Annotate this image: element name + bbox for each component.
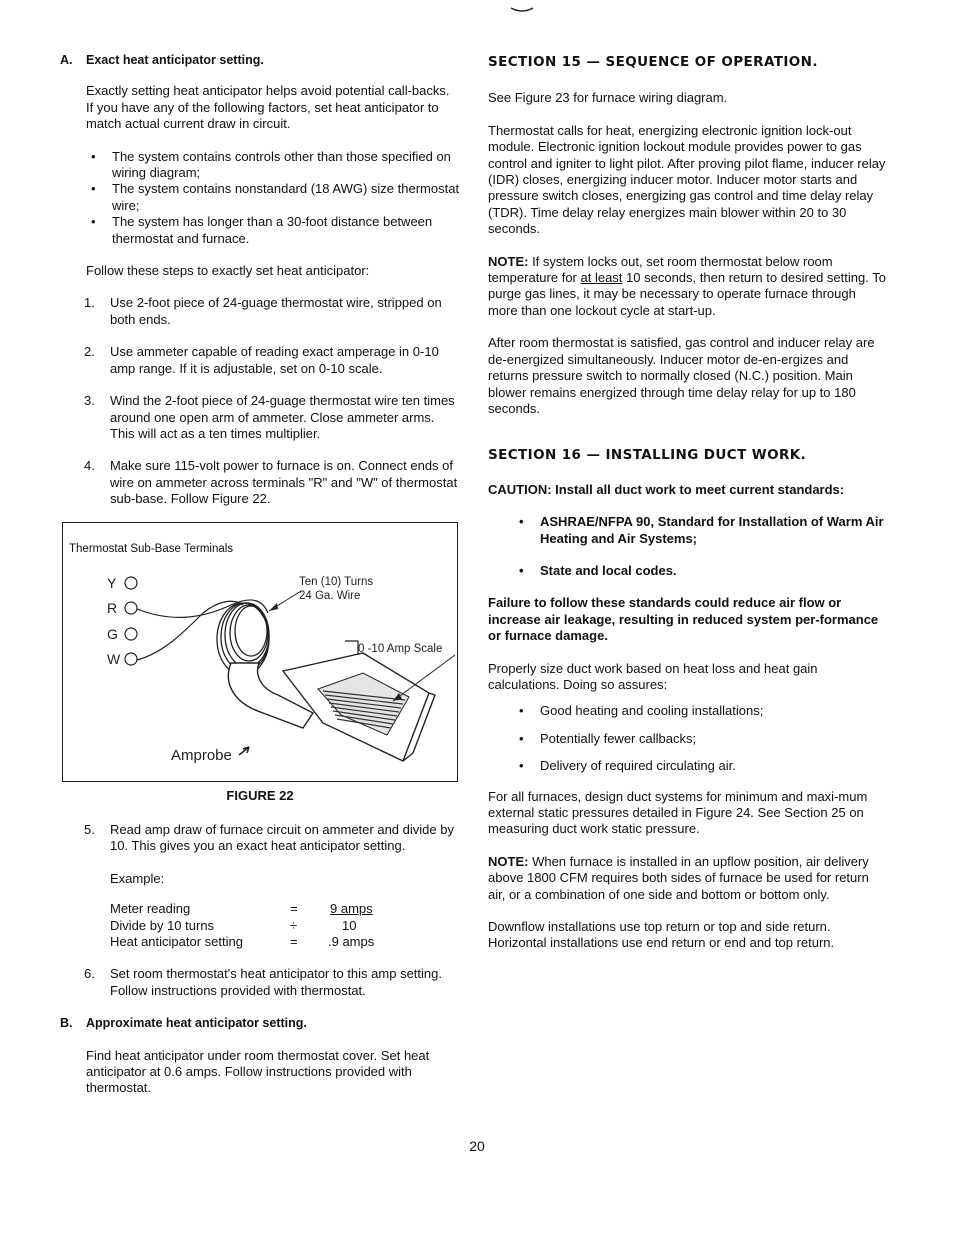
steps-list (60, 295, 460, 507)
table-row: Meter reading = 9 amps (110, 901, 373, 917)
page-number: 20 (469, 1138, 485, 1154)
brand-label: Amprobe (171, 746, 232, 764)
figure-22-diagram (62, 522, 458, 782)
figure-caption: FIGURE 22 (226, 787, 294, 803)
list-item: • ASHRAE/NFPA 90, Standard for Installation of Warm Air Heating and Air Systems; (514, 514, 886, 547)
factors-list (86, 149, 460, 247)
heading-a: A. Exact heat anticipator setting. (60, 53, 264, 67)
standards-list (514, 514, 886, 579)
step-item: 5. Read amp draw of furnace circuit on ammeter and divide by 10. This gives you an exact heat anticipator setting. (84, 821, 454, 854)
terminal-w-label: W (107, 650, 121, 667)
table-row: Divide by 10 turns ÷ 10 (110, 917, 357, 933)
size-paragraph: Properly size duct work based on heat loss and heat gain calculations. Doing so assures: (488, 660, 818, 692)
step-item: 2. Use ammeter capable of reading exact amperage in 0-10 amp range. If it is adjustable, set on 0-10 scale. (84, 344, 439, 376)
left-column (60, 52, 460, 1097)
example-label: Example: (110, 870, 165, 886)
s15-paragraph-2: Thermostat calls for heat, energizing electronic ignition lock-out module. Electronic ignition lockout module provides power to gas control and igniter to light pilot. After proving pilot flame, inducer relay (IDR) closes, energizing inducer motor. Inducer motor starts and pressure switch closes, energizing gas control and time delay relay (TDR). Time delay relay energizes main blower within 20 to 30 seconds. (488, 122, 886, 237)
list-item: • The system contains controls other than those specified on wiring diagram; (86, 149, 460, 182)
list-item: • The system has longer than a 30-foot distance between thermostat and furnace. (86, 214, 460, 247)
step-item: 6. Set room thermostat's heat anticipator to this amp setting. Follow instructions provided with thermostat. (84, 966, 442, 998)
step-item: 1. Use 2-foot piece of 24-guage thermostat wire, stripped on both ends. (84, 295, 442, 327)
top-mark (510, 4, 534, 14)
s15-note: NOTE: If system locks out, set room thermostat below room temperature for at least 10 seconds, then return to desired setting. To purge gas lines, it may be necessary to operate furnace through more than one lockout cycle at start-up. (488, 253, 886, 318)
downflow-paragraph: Downflow installations use top return or top and side return. Horizontal installations use end return or end and top return. (488, 919, 835, 951)
right-column (488, 52, 886, 952)
list-item: • Potentially fewer callbacks; (514, 731, 886, 747)
list-item: • Good heating and cooling installations; (514, 703, 886, 719)
all-furnaces-paragraph: For all furnaces, design duct systems for minimum and maxi-mum external static pressures detailed in Figure 24. See Section 25 on measuring duct work static pressure. (488, 788, 868, 837)
steps-intro: Follow these steps to exactly set heat anticipator: (86, 263, 370, 279)
note-2: NOTE: When furnace is installed in an upflow position, air delivery above 1800 CFM requires both sides of furnace be used for return air, or a combination of one side and bottom or bottom only. (488, 853, 869, 902)
list-item: • State and local codes. (514, 563, 886, 579)
s15-paragraph-1: See Figure 23 for furnace wiring diagram. (488, 90, 728, 106)
example-table (110, 901, 374, 950)
ammeter-illustration (63, 523, 457, 781)
terminal-g-label: G (107, 625, 118, 642)
section-15-title: SECTION 15 — SEQUENCE OF OPERATION. (488, 54, 818, 70)
step-item: 3. Wind the 2-foot piece of 24-guage thermostat wire ten times around one open arm of ammeter. Close ammeter arms. This will act as a ten times multiplier. (84, 393, 455, 441)
terminal-y-label: Y (107, 574, 117, 591)
warning-text: Failure to follow these standards could reduce air flow or increase air leakage, resulting in reduced system per-formance or furnace damage. (488, 595, 879, 644)
terminal-r-label: R (107, 599, 118, 616)
terminal-w-icon (125, 653, 137, 665)
turns-label: Ten (10) Turns (299, 575, 374, 588)
step-item: 4. Make sure 115-volt power to furnace is on. Connect ends of wire on ammeter across terminals "R" and "W" of thermostat sub-base. Follow Figure 22. (84, 458, 458, 507)
figure-title: Thermostat Sub-Base Terminals (69, 542, 234, 555)
list-item: • The system contains nonstandard (18 AWG) size thermostat wire; (86, 181, 460, 214)
steps-list-continued (60, 822, 460, 855)
section-16-title: SECTION 16 — INSTALLING DUCT WORK. (488, 447, 807, 464)
wire-label: 24 Ga. Wire (299, 589, 361, 602)
assures-list (514, 703, 886, 774)
terminal-y-icon (125, 577, 137, 589)
list-item: • Delivery of required circulating air. (514, 758, 886, 774)
heading-b-paragraph: Find heat anticipator under room thermostat cover. Set heat anticipator at 0.6 amps. Follow instructions provided with thermostat. (86, 1047, 430, 1096)
terminal-g-icon (125, 628, 137, 640)
heading-b: B. Approximate heat anticipator setting. (60, 1016, 307, 1031)
s15-paragraph-4: After room thermostat is satisfied, gas control and inducer relay are de-energized simultaneously. Inducer motor de-en-ergizes and returns pressure switch to normally closed (N.C.) position. Main blower remains energized through time delay relay for up to 180 seconds. (488, 335, 875, 416)
steps-list-final (60, 966, 460, 999)
table-row: Heat anticipator setting = .9 amps (110, 933, 375, 949)
terminal-r-icon (125, 602, 137, 614)
caution-text: CAUTION: Install all duct work to meet current standards: (488, 481, 845, 497)
scale-label: 0 -10 Amp Scale (358, 642, 443, 655)
intro-paragraph: Exactly setting heat anticipator helps avoid potential call-backs. If you have any of the following factors, set heat anticipator to match actual current draw in circuit. (86, 83, 450, 132)
